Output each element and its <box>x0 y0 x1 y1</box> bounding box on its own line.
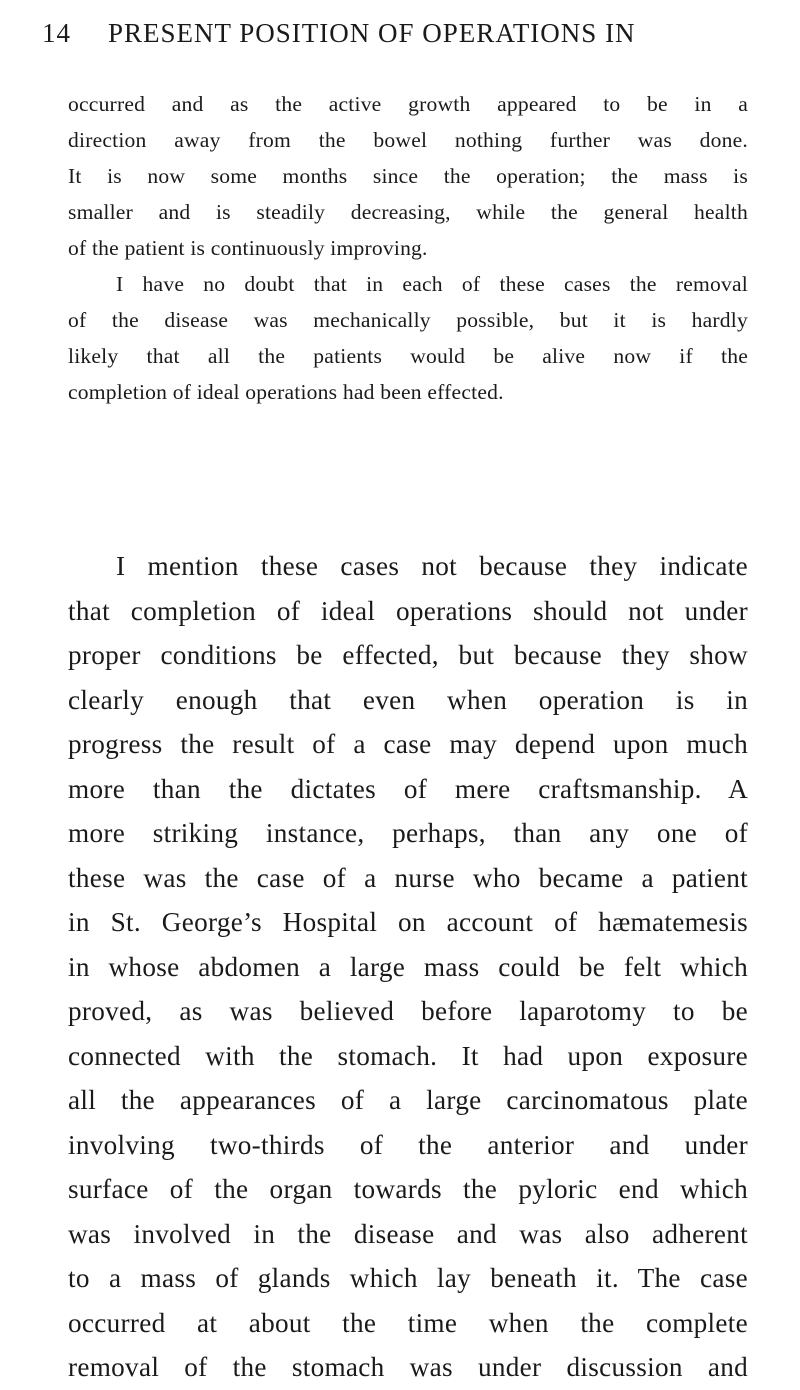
text-line: to a mass of glands which lay beneath it. The case <box>68 1263 748 1293</box>
text-line: removal of the stomach was under discussion and <box>68 1352 748 1382</box>
text-line: in St. George’s Hospital on account of hæmatemesis <box>68 907 748 937</box>
text-line: surface of the organ towards the pyloric end which <box>68 1174 748 1204</box>
text-line: all the appearances of a large carcinomatous plate <box>68 1085 748 1115</box>
page-number: 14 <box>42 18 71 48</box>
text-line: completion of ideal operations had been effected. <box>68 380 504 404</box>
text-line: occurred and as the active growth appeared to be in a <box>68 92 748 116</box>
text-line: that completion of ideal operations should not under <box>68 595 748 626</box>
text-line: smaller and is steadily decreasing, while the general health <box>68 200 748 224</box>
text-line: of the patient is continuously improving. <box>68 236 428 260</box>
text-line: proved, as was believed before laparotomy to be <box>68 996 748 1026</box>
running-head <box>42 18 740 58</box>
text-line: clearly enough that even when operation is in <box>68 684 748 715</box>
text-line: more striking instance, perhaps, than any one of <box>68 818 748 848</box>
text-line: was involved in the disease and was also adherent <box>68 1218 748 1249</box>
large-print-paragraph <box>68 544 748 1390</box>
text-line: in whose abdomen a large mass could be felt which <box>68 951 748 982</box>
text-line: occurred at about the time when the complete <box>68 1307 748 1338</box>
running-title: PRESENT POSITION OF OPERATIONS IN <box>108 18 636 48</box>
text-line: proper conditions be effected, but because they show <box>68 640 748 670</box>
text-line: involving two-thirds of the anterior and under <box>68 1129 748 1160</box>
text-line: direction away from the bowel nothing further was done. <box>68 128 748 152</box>
text-line: I have no doubt that in each of these cases the removal <box>116 272 748 296</box>
text-line: connected with the stomach. It had upon exposure <box>68 1040 748 1071</box>
text-line: likely that all the patients would be alive now if the <box>68 344 748 368</box>
text-line: more than the dictates of mere craftsmanship. A <box>68 773 748 804</box>
small-print-paragraphs <box>68 86 748 410</box>
text-line: progress the result of a case may depend upon much <box>68 729 748 759</box>
text-line: It is now some months since the operation; the mass is <box>68 164 748 188</box>
text-line: I mention these cases not because they indicate <box>116 551 748 581</box>
text-line: these was the case of a nurse who became a patient <box>68 862 748 893</box>
text-line: of the disease was mechanically possible, but it is hardly <box>68 308 748 332</box>
